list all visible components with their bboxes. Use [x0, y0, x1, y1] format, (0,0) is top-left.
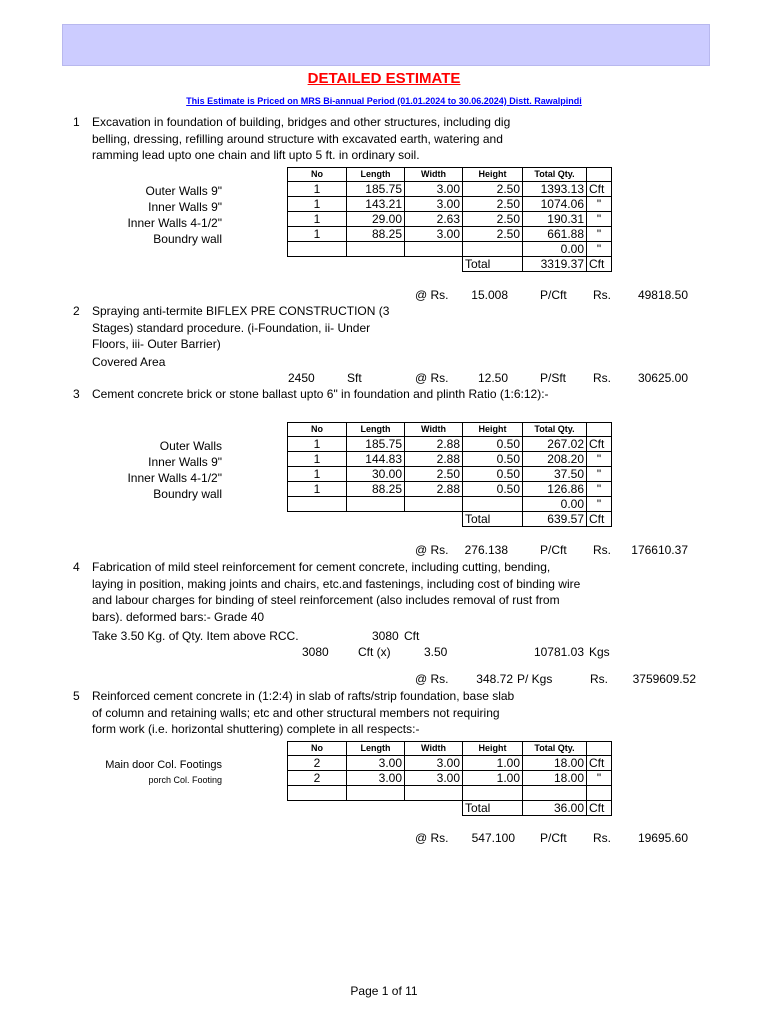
total-row: Total 639.57 Cft	[288, 512, 612, 527]
amount: 176610.37	[631, 543, 688, 557]
calc-result: 10781.03	[533, 645, 584, 659]
estimate-subtitle: This Estimate is Priced on MRS Bi-annual Period (01.01.2024 to 30.06.2024) Distt. Rawalpindi	[186, 96, 582, 106]
take-qty: 3080	[372, 629, 399, 643]
page-number: Page 1 of 11	[350, 984, 418, 998]
table-row: 0.00 "	[288, 497, 612, 512]
total-row: Total 36.00 Cft	[288, 801, 612, 816]
col-header-no: No	[288, 742, 347, 756]
item-description: Reinforced cement concrete in (1:2:4) in slab of rafts/strip foundation, base slab of column and retaining walls; etc and other structural members not requiring form work (i.e. horizontal shuttering) complete in all respects:-	[92, 689, 515, 736]
quantity-table	[287, 741, 612, 816]
take-unit: Cft	[404, 629, 420, 643]
row-label: Outer Walls	[159, 439, 222, 453]
calc-result-unit: Kgs	[589, 645, 610, 659]
calc-factor: 3.50	[424, 645, 448, 659]
row-label: porch Col. Footing	[148, 775, 222, 785]
table-row: 2 3.00 3.00 1.00 18.00 Cft	[288, 756, 612, 771]
rate-value: 547.100	[471, 831, 515, 845]
row-label: Inner Walls 9"	[148, 455, 222, 469]
amount: 49818.50	[637, 288, 688, 302]
area-qty: 2450	[288, 371, 315, 385]
col-header-length: Length	[347, 742, 405, 756]
col-header-length: Length	[347, 423, 405, 437]
amount: 3759609.52	[632, 672, 696, 686]
table-row: 2 3.00 3.00 1.00 18.00 "	[288, 771, 612, 786]
rs-label: Rs.	[593, 831, 611, 845]
table-row: 1 185.75 3.00 2.50 1393.13 Cft	[288, 182, 612, 197]
col-header-width: Width	[405, 423, 463, 437]
row-label: Boundry wall	[153, 487, 222, 501]
col-header-total-qty: Total Qty.	[523, 168, 587, 182]
rate-unit: P/ Kgs	[517, 672, 553, 686]
rate-at: @ Rs.	[415, 288, 449, 302]
table-row: 1 30.00 2.50 0.50 37.50 "	[288, 467, 612, 482]
item-number: 1	[73, 115, 80, 129]
table-row: 0.00 "	[288, 242, 612, 257]
row-label: Outer Walls 9"	[145, 184, 222, 198]
rate-at: @ Rs.	[415, 543, 449, 557]
item-description: Excavation in foundation of building, bridges and other structures, including dig belling, dressing, refilling around structure with excavated earth, watering and ramming lead upto one chain and lift upto 5 ft. in ordinary soil.	[92, 115, 511, 162]
rs-label: Rs.	[593, 543, 611, 557]
row-label: Inner Walls 4-1/2"	[127, 216, 222, 230]
table-row: 1 88.25 2.88 0.50 126.86 "	[288, 482, 612, 497]
table-row	[288, 786, 612, 801]
col-header-total-qty: Total Qty.	[523, 423, 587, 437]
col-header-height: Height	[463, 168, 523, 182]
col-header-length: Length	[347, 168, 405, 182]
table-row: 1 144.83 2.88 0.50 208.20 "	[288, 452, 612, 467]
item-description: Fabrication of mild steel reinforcement for cement concrete, including cutting, bending, laying in position, making joints and chairs, etc.and fastenings, including cost of binding wire and labour charges for binding of steel reinforcement (also includes removal of rust from bars). deformed bars:- Grade 40	[92, 560, 581, 624]
item-number: 4	[73, 560, 80, 574]
quantity-table	[287, 167, 612, 272]
col-header-no: No	[288, 423, 347, 437]
rate-at: @ Rs.	[415, 672, 449, 686]
col-header-width: Width	[405, 742, 463, 756]
col-header-height: Height	[463, 742, 523, 756]
table-row: 1 143.21 3.00 2.50 1074.06 "	[288, 197, 612, 212]
col-header-height: Height	[463, 423, 523, 437]
total-row: Total 3319.37 Cft	[288, 257, 612, 272]
rate-unit: P/Cft	[540, 543, 567, 557]
calc-unit: Cft (x)	[358, 645, 391, 659]
rate-unit: P/Sft	[540, 371, 567, 385]
rate-value: 348.72	[476, 672, 513, 686]
row-label: Inner Walls 4-1/2"	[127, 471, 222, 485]
row-label: Main door Col. Footings	[105, 759, 222, 771]
take-text: Take 3.50 Kg. of Qty. Item above RCC.	[92, 629, 299, 643]
col-header-width: Width	[405, 168, 463, 182]
row-label: Inner Walls 9"	[148, 200, 222, 214]
rate-at: @ Rs.	[415, 371, 449, 385]
amount: 19695.60	[637, 831, 688, 845]
rate-value: 12.50	[477, 371, 508, 385]
row-label: Boundry wall	[153, 232, 222, 246]
table-row: 1 185.75 2.88 0.50 267.02 Cft	[288, 437, 612, 452]
item-number: 2	[73, 304, 80, 318]
quantity-table	[287, 422, 612, 527]
rs-label: Rs.	[590, 672, 608, 686]
header-band	[62, 24, 710, 66]
table-row: 1 88.25 3.00 2.50 661.88 "	[288, 227, 612, 242]
area-unit: Sft	[347, 371, 362, 385]
rate-value: 276.138	[464, 543, 508, 557]
rate-value: 15.008	[471, 288, 508, 302]
item-number: 5	[73, 689, 80, 703]
col-header-total-qty: Total Qty.	[523, 742, 587, 756]
rate-at: @ Rs.	[415, 831, 449, 845]
page-title: DETAILED ESTIMATE	[307, 70, 461, 87]
table-row: 1 29.00 2.63 2.50 190.31 "	[288, 212, 612, 227]
calc-qty: 3080	[302, 645, 329, 659]
col-header-no: No	[288, 168, 347, 182]
rs-label: Rs.	[593, 371, 611, 385]
covered-area-label: Covered Area	[92, 355, 166, 369]
item-number: 3	[73, 387, 80, 401]
rate-unit: P/Cft	[540, 831, 567, 845]
item-description: Cement concrete brick or stone ballast upto 6" in foundation and plinth Ratio (1:6:12):-	[92, 387, 549, 401]
rate-unit: P/Cft	[540, 288, 567, 302]
item-description: Spraying anti-termite BIFLEX PRE CONSTRUCTION (3 Stages) standard procedure. (i-Foundation, ii- Under Floors, iii- Outer Barrier)	[92, 304, 390, 351]
amount: 30625.00	[637, 371, 688, 385]
rs-label: Rs.	[593, 288, 611, 302]
